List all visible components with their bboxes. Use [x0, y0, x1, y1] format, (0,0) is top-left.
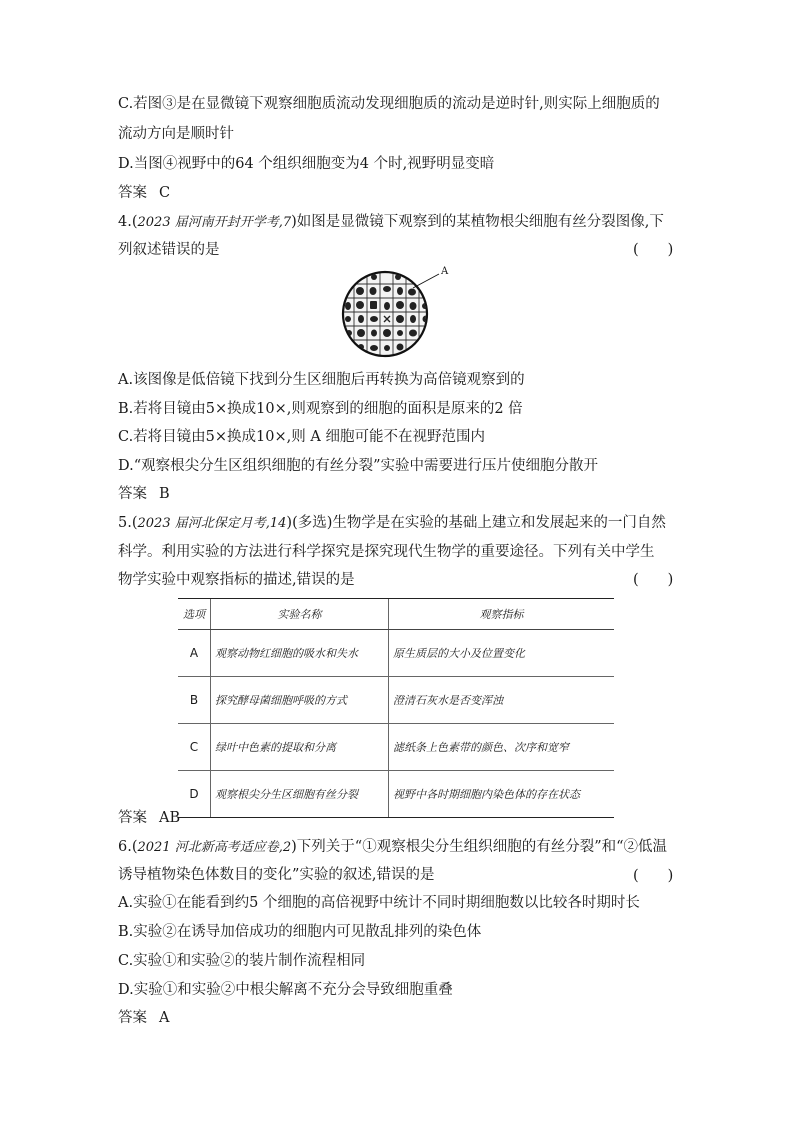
q4-answer-bracket: ( ): [633, 242, 674, 258]
table-row: [178, 724, 614, 771]
cell-option: B: [178, 677, 211, 724]
cell-observation: 滤纸条上色素带的颜色、次序和宽窄: [389, 724, 615, 771]
table-header-row: [178, 599, 614, 630]
q4-option-c: C.若将目镜由5×换成10×,则 A 细胞可能不在视野范围内: [118, 429, 485, 445]
question-number: 6.(: [118, 839, 138, 855]
table-row: [178, 771, 614, 818]
cell-experiment: 观察动物红细胞的吸水和失水: [211, 630, 389, 677]
cell-observation: 视野中各时期细胞内染色体的存在状态: [389, 771, 615, 818]
q5-stem-line2: 科学。利用实验的方法进行科学探究是探究现代生物学的重要途径。下列有关中学生: [118, 544, 655, 560]
q4-answer: [118, 484, 170, 504]
q6-answer: [118, 1008, 169, 1028]
cell-option: D: [178, 771, 211, 818]
cell-observation: 原生质层的大小及位置变化: [389, 630, 615, 677]
q4-stem-line2: 列叙述错误的是: [118, 242, 220, 258]
q5-stem-line3: 物学实验中观察指标的描述,错误的是: [118, 572, 355, 588]
cell-observation: 澄清石灰水是否变浑浊: [389, 677, 615, 724]
answer-label: 答案: [118, 1010, 147, 1026]
q4-option-a: A.该图像是低倍镜下找到分生区细胞后再转换为高倍镜观察到的: [118, 372, 525, 388]
table-row: [178, 630, 614, 677]
question-number: 5.(: [118, 515, 138, 531]
header-observation-index: 观察指标: [389, 599, 615, 630]
microscope-field-image: [340, 262, 460, 362]
answer-value: C: [159, 185, 171, 201]
q3-option-c-line1: C.若图③是在显微镜下观察细胞质流动发现细胞质的流动是逆时针,则实际上细胞质的: [118, 96, 660, 112]
cell-option: C: [178, 724, 211, 771]
root-tip-microscope-figure: [340, 262, 460, 362]
q5-answer: [118, 808, 180, 828]
cell-option: A: [178, 630, 211, 677]
answer-value: B: [159, 486, 170, 502]
question-number: 4.(: [118, 214, 138, 230]
stem-text: )如图是显微镜下观察到的某植物根尖细胞有丝分裂图像,下: [291, 214, 664, 230]
q5-stem-line1: [118, 513, 666, 534]
q3-answer: [118, 183, 170, 203]
q6-stem-line2: 诱导植物染色体数目的变化”实验的叙述,错误的是: [118, 867, 435, 883]
q4-stem-line1: [118, 212, 664, 233]
q6-stem-line1: [118, 837, 667, 858]
answer-label: 答案: [118, 810, 147, 826]
figure-label-a: A: [441, 266, 449, 277]
table-row: [178, 677, 614, 724]
q4-option-d: D.“观察根尖分生区组织细胞的有丝分裂”实验中需要进行压片使细胞分散开: [118, 458, 599, 474]
q6-answer-bracket: ( ): [633, 868, 674, 884]
q3-option-c-line2: 流动方向是顺时针: [118, 126, 234, 142]
header-experiment-name: 实验名称: [211, 599, 389, 630]
cell-experiment: 探究酵母菌细胞呼吸的方式: [211, 677, 389, 724]
header-option: 选项: [178, 599, 211, 630]
question-source: 2023 届河南开封开学考,7: [137, 215, 292, 230]
answer-label: 答案: [118, 486, 147, 502]
question-source: 2021 河北新高考适应卷,2: [137, 840, 292, 855]
answer-label: 答案: [118, 185, 147, 201]
q6-option-a: A.实验①在能看到约5 个细胞的高倍视野中统计不同时期细胞数以比较各时期时长: [118, 895, 640, 911]
cell-experiment: 绿叶中色素的提取和分离: [211, 724, 389, 771]
q3-option-d: D.当图④视野中的64 个组织细胞变为4 个时,视野明显变暗: [118, 156, 495, 172]
answer-value: AB: [159, 810, 181, 826]
q5-answer-bracket: ( ): [633, 572, 674, 588]
q4-option-b: B.若将目镜由5×换成10×,则观察到的细胞的面积是原来的2 倍: [118, 401, 523, 417]
experiment-table: [178, 598, 614, 818]
stem-text: )(多选)生物学是在实验的基础上建立和发展起来的一门自然: [286, 515, 666, 531]
answer-value: A: [159, 1010, 170, 1026]
cell-experiment: 观察根尖分生区细胞有丝分裂: [211, 771, 389, 818]
q6-option-c: C.实验①和实验②的装片制作流程相同: [118, 953, 366, 969]
q6-option-d: D.实验①和实验②中根尖解离不充分会导致细胞重叠: [118, 982, 453, 998]
question-source: 2023 届河北保定月考,14: [137, 516, 287, 531]
stem-text: )下列关于“①观察根尖分生组织细胞的有丝分裂”和“②低温: [291, 839, 668, 855]
q6-option-b: B.实验②在诱导加倍成功的细胞内可见散乱排列的染色体: [118, 924, 482, 940]
